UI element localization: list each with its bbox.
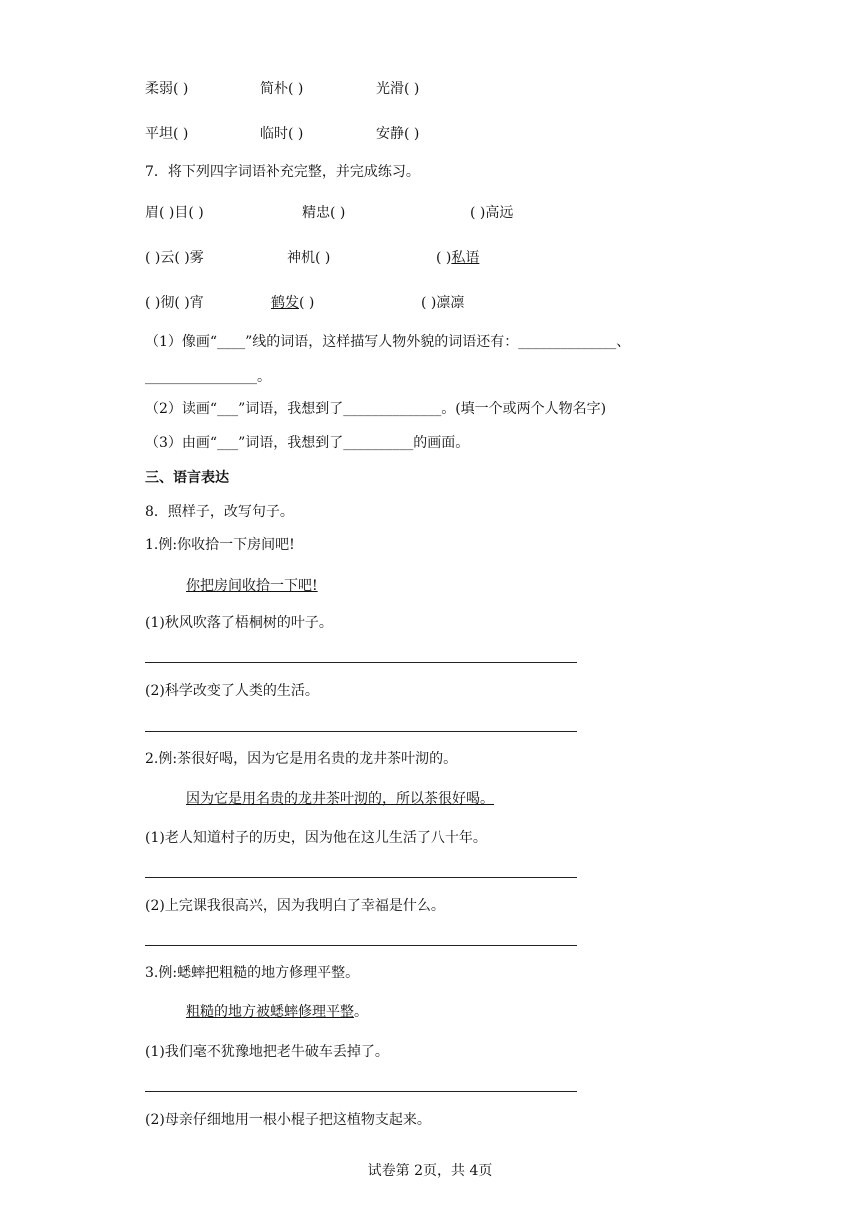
sub-question-2: （2）读画“___”词语，我想到了______________。(填一个或两个人物名字) [145,401,607,417]
antonym-item: 简朴( ) [260,81,304,97]
idiom-blank: ( )高远 [470,205,514,221]
antonym-item: 安静( ) [376,126,420,142]
exercise-sentence: (2)上完课我很高兴，因为我明白了幸福是什么。 [145,898,445,914]
example-3-answer-text: 粗糙的地方被蟋蟀修理平整 [186,1004,354,1020]
exercise-sentence: (1)秋风吹落了梧桐树的叶子。 [145,615,333,631]
idiom-blank [436,249,479,267]
answer-line[interactable] [145,945,577,946]
idiom-blank: ( )彻( )宵 [145,295,204,311]
antonym-item: 平坦( ) [145,126,189,142]
exercise-sentence: (2)母亲仔细地用一根小棍子把这植物支起来。 [145,1112,431,1128]
idiom-blank: 眉( )目( ) [145,205,204,221]
example-1-answer: 你把房间收拾一下吧! [186,578,318,594]
answer-line[interactable] [145,877,577,878]
idiom-blank [271,294,314,312]
exercise-sentence: (2)科学改变了人类的生活。 [145,683,319,699]
antonym-item: 柔弱( ) [145,81,189,97]
idiom-blank: ( )云( )雾 [145,250,204,266]
exercise-sentence: (1)我们毫不犹豫地把老牛破车丢掉了。 [145,1044,389,1060]
sub-question-3: （3）由画“___”词语，我想到了__________的画面。 [145,435,470,451]
example-3-answer [186,1003,368,1021]
sub-question-1: （1）像画“____”线的词语，这样描写人物外貌的词语还有：______________、 [145,334,631,350]
question-8-title: 8．照样子，改写句子。 [145,504,294,520]
example-2-answer: 因为它是用名贵的龙井茶叶沏的，所以茶很好喝。 [186,791,494,807]
underlined-word: 私语 [451,250,480,266]
antonym-item: 光滑( ) [376,81,420,97]
example-3: 3.例:蟋蟀把粗糙的地方修理平整。 [145,965,360,981]
answer-line[interactable] [145,731,577,732]
question-7-title: 7．将下列四字词语补充完整，并完成练习。 [145,164,420,180]
section-title: 三、语言表达 [145,470,229,486]
sub-question-1-cont: ________________。 [145,369,271,385]
example-3-answer-period: 。 [354,1004,368,1020]
underlined-word: 鹤发 [271,295,299,311]
antonym-item: 临时( ) [260,126,304,142]
example-1: 1.例:你收拾一下房间吧! [145,537,295,553]
idiom-blank-parens: ( ) [436,250,452,266]
idiom-blank-parens: ( ) [299,295,315,311]
example-2: 2.例:茶很好喝，因为它是用名贵的龙井茶叶沏的。 [145,751,458,767]
idiom-blank: 精忠( ) [302,205,346,221]
idiom-blank: 神机( ) [287,250,331,266]
answer-line[interactable] [145,662,577,663]
idiom-blank: ( )凛凛 [421,295,465,311]
page-footer: 试卷第 2页，共 4页 [367,1163,493,1179]
exercise-sentence: (1)老人知道村子的历史，因为他在这儿生活了八十年。 [145,830,487,846]
answer-line[interactable] [145,1091,577,1092]
